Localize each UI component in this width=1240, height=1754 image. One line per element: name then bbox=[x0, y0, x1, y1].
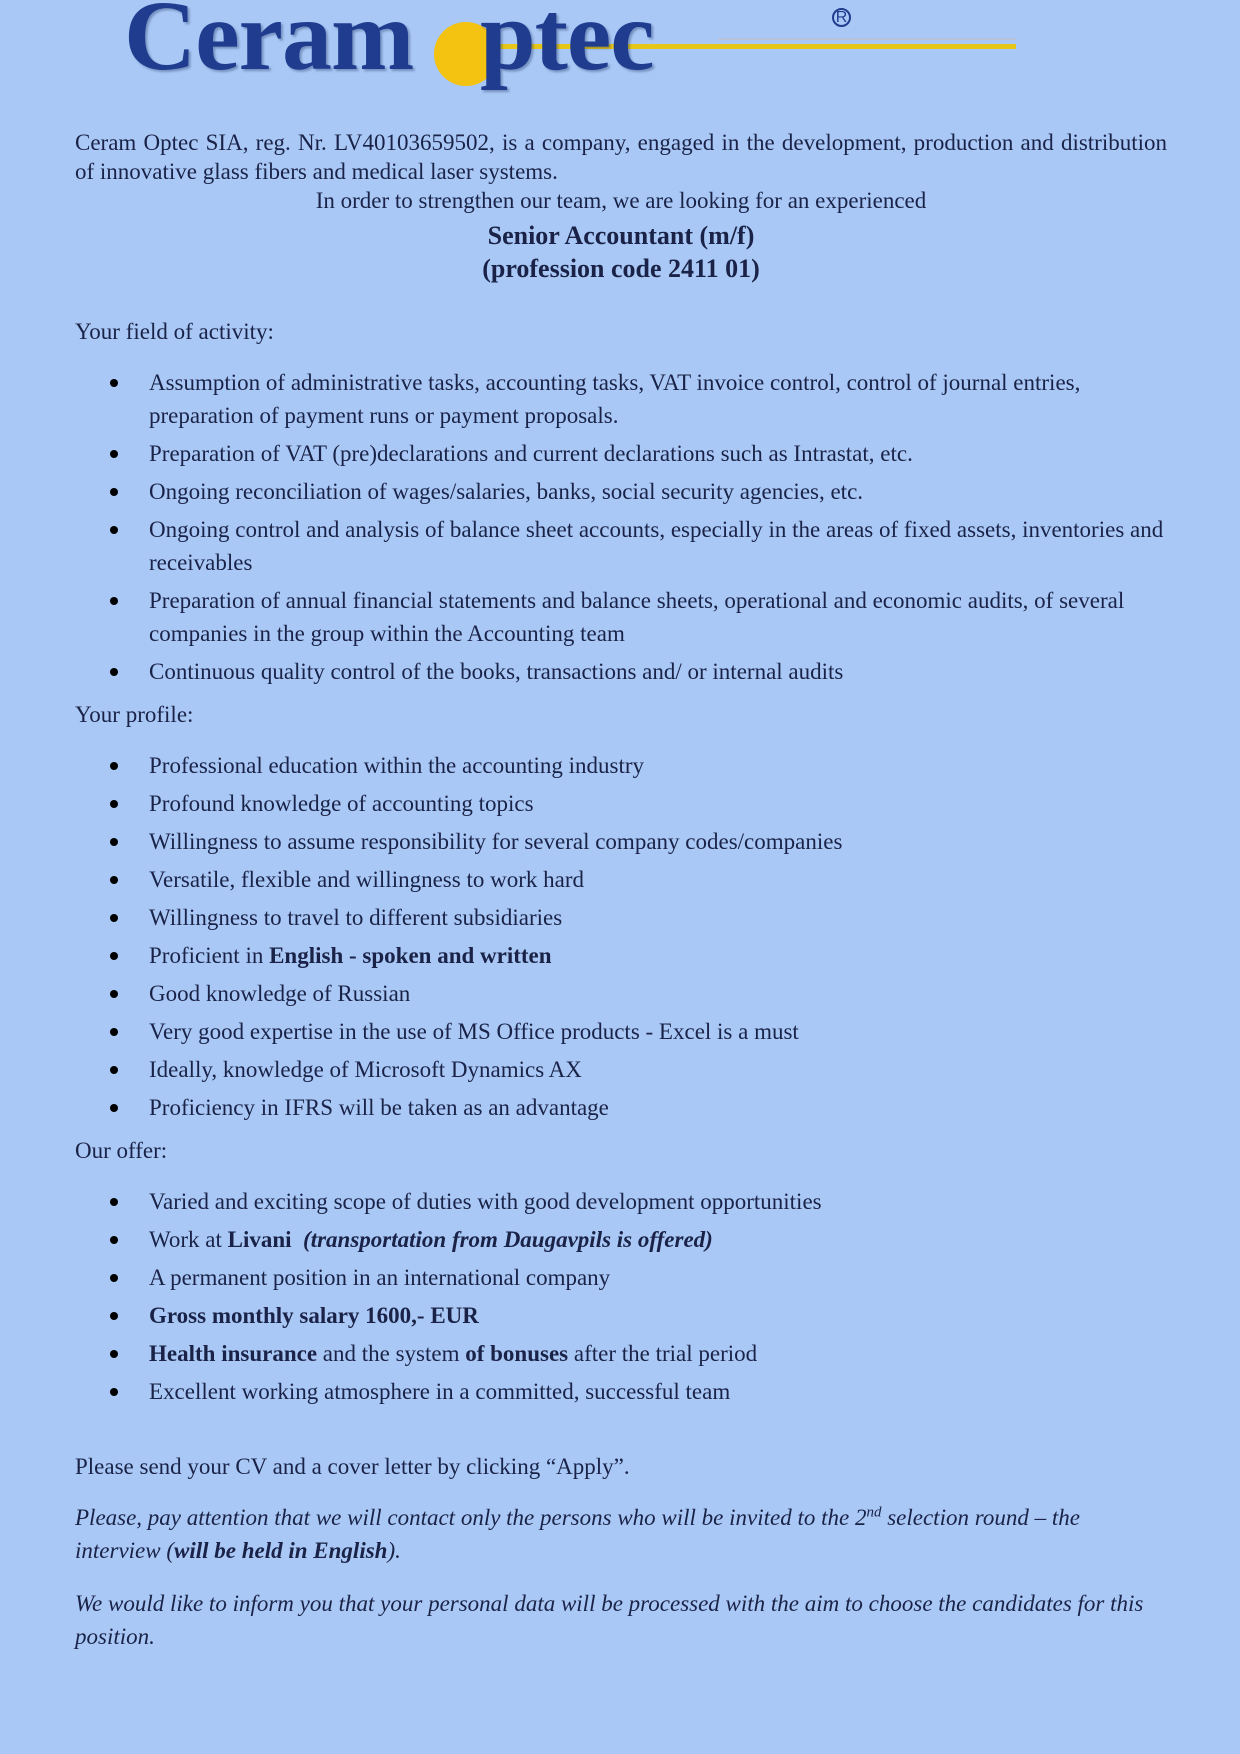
interview-language: will be held in English bbox=[174, 1538, 388, 1563]
bullet-icon bbox=[110, 1312, 118, 1320]
english-requirement: English - spoken and written bbox=[269, 943, 552, 968]
list-item bbox=[149, 1299, 1167, 1332]
bullet-icon bbox=[110, 1274, 118, 1282]
bullet-icon bbox=[110, 379, 118, 387]
bullet-icon bbox=[110, 800, 118, 808]
bullet-icon bbox=[110, 1066, 118, 1074]
list-item: Continuous quality control of the books, transactions and/ or internal audits bbox=[149, 655, 1167, 688]
contact-notice: Please, pay attention that we will contact only the persons who will be invited to the 2nd selection round – the interview (will be held in English). bbox=[75, 1504, 1080, 1563]
bullet-icon bbox=[110, 1028, 118, 1036]
bullet-icon bbox=[110, 876, 118, 884]
bullet-icon bbox=[110, 450, 118, 458]
list-item: Ongoing reconciliation of wages/salaries, banks, social security agencies, etc. bbox=[149, 475, 1167, 508]
job-posting bbox=[75, 128, 1167, 1653]
list-item: Ongoing control and analysis of balance sheet accounts, especially in the areas of fixed assets, inventories and receivables bbox=[149, 513, 1167, 579]
bullet-icon bbox=[110, 1388, 118, 1396]
transport-note: (transportation from Daugavpils is offered) bbox=[303, 1227, 713, 1252]
list-item: Proficiency in IFRS will be taken as an advantage bbox=[149, 1091, 1167, 1124]
bullet-icon bbox=[110, 488, 118, 496]
logo-underline-gray bbox=[718, 38, 1016, 40]
list-item: Versatile, flexible and willingness to work hard bbox=[149, 863, 1167, 896]
profile-list bbox=[75, 749, 1167, 1124]
logo-text-left: Ceram bbox=[124, 0, 414, 91]
data-processing-notice: We would like to inform you that your personal data will be processed with the aim to choose the candidates for this position. bbox=[75, 1591, 1144, 1649]
looking-for-text: In order to strengthen our team, we are looking for an experienced bbox=[315, 188, 927, 213]
profession-code: (profession code 2411 01) bbox=[482, 254, 760, 283]
bullet-icon bbox=[110, 1236, 118, 1244]
bullet-icon bbox=[110, 1350, 118, 1358]
work-location: Livani bbox=[227, 1227, 292, 1252]
bullet-icon bbox=[110, 668, 118, 676]
list-item: Ideally, knowledge of Microsoft Dynamics AX bbox=[149, 1053, 1167, 1086]
list-item: Preparation of annual financial statements and balance sheets, operational and economic audits, of several companies in the group within the Accounting team bbox=[149, 584, 1167, 650]
offer-list bbox=[75, 1185, 1167, 1408]
list-item: Excellent working atmosphere in a committed, successful team bbox=[149, 1375, 1167, 1408]
list-item: Assumption of administrative tasks, accounting tasks, VAT invoice control, control of journal entries, preparation of payment runs or payment proposals. bbox=[149, 366, 1167, 432]
apply-instruction: Please send your CV and a cover letter by clicking “Apply”. bbox=[75, 1454, 630, 1479]
bullet-icon bbox=[110, 990, 118, 998]
list-item: Varied and exciting scope of duties with good development opportunities bbox=[149, 1185, 1167, 1218]
bullet-icon bbox=[110, 597, 118, 605]
list-item: Good knowledge of Russian bbox=[149, 977, 1167, 1010]
logo-text-right: ptec bbox=[480, 0, 654, 91]
activity-list bbox=[75, 366, 1167, 688]
bullet-icon bbox=[110, 1198, 118, 1206]
company-intro: Ceram Optec SIA, reg. Nr. LV40103659502, is a company, engaged in the development, production and distribution of innovative glass fibers and medical laser systems. bbox=[75, 130, 1167, 184]
list-item: Preparation of VAT (pre)declarations and current declarations such as Intrastat, etc. bbox=[149, 437, 1167, 470]
bullet-icon bbox=[110, 526, 118, 534]
registered-mark-icon: R bbox=[832, 8, 851, 27]
list-item: Proficient in English - spoken and written bbox=[149, 939, 1167, 972]
bullet-icon bbox=[110, 952, 118, 960]
bullet-icon bbox=[110, 762, 118, 770]
company-logo bbox=[118, 0, 908, 112]
list-item: Very good expertise in the use of MS Office products - Excel is a must bbox=[149, 1015, 1167, 1048]
activity-heading: Your field of activity: bbox=[75, 319, 274, 344]
job-title: Senior Accountant (m/f) bbox=[487, 221, 755, 250]
bullet-icon bbox=[110, 914, 118, 922]
offer-heading: Our offer: bbox=[75, 1138, 168, 1163]
salary-text: Gross monthly salary 1600,- EUR bbox=[149, 1303, 479, 1328]
bullet-icon bbox=[110, 1104, 118, 1112]
list-item: Willingness to travel to different subsidiaries bbox=[149, 901, 1167, 934]
bullet-icon bbox=[110, 838, 118, 846]
list-item: Health insurance and the system of bonuses after the trial period bbox=[149, 1337, 1167, 1370]
profile-heading: Your profile: bbox=[75, 702, 194, 727]
list-item: A permanent position in an international company bbox=[149, 1261, 1167, 1294]
list-item: Profound knowledge of accounting topics bbox=[149, 787, 1167, 820]
list-item: Willingness to assume responsibility for several company codes/companies bbox=[149, 825, 1167, 858]
list-item: Work at Livani (transportation from Daugavpils is offered) bbox=[149, 1223, 1167, 1256]
list-item: Professional education within the accounting industry bbox=[149, 749, 1167, 782]
